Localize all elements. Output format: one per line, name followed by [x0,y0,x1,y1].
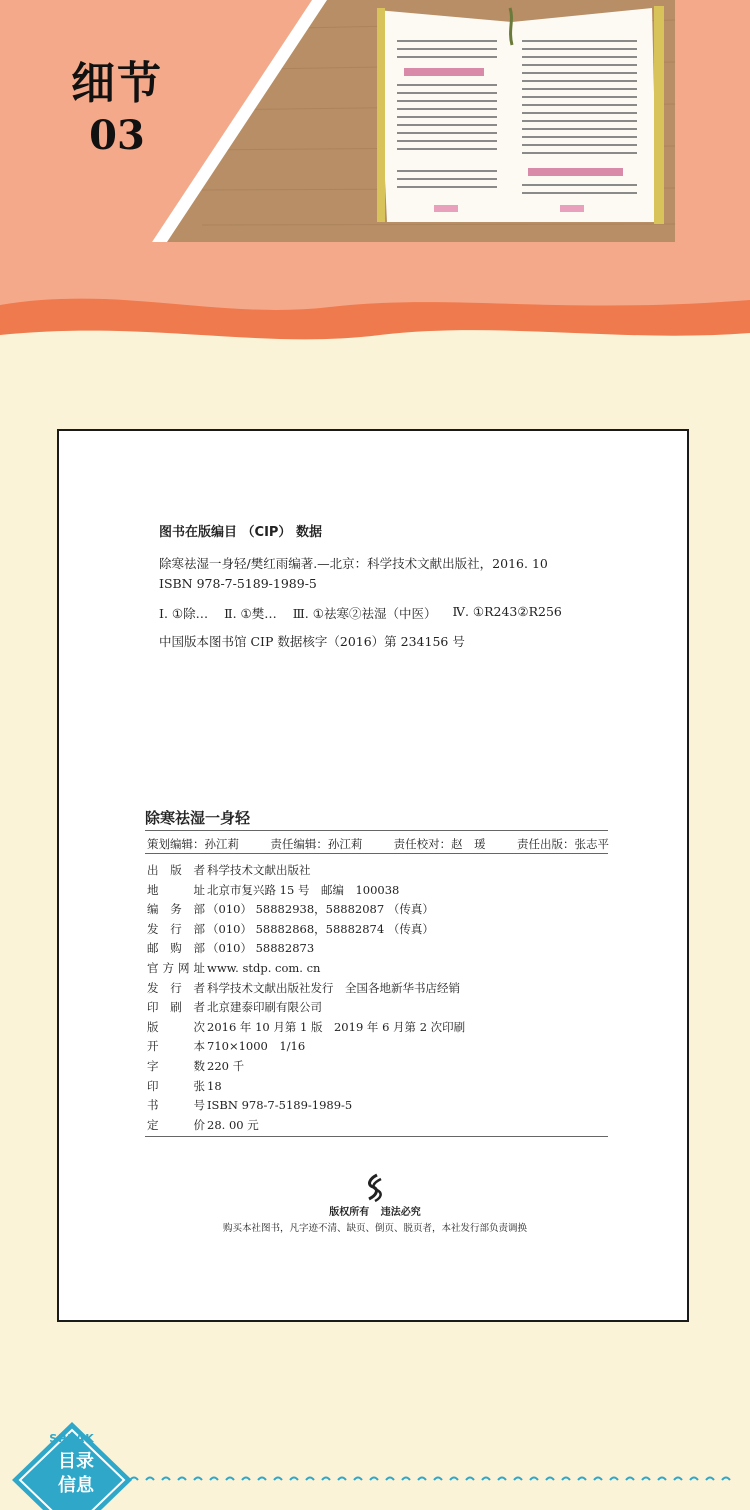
wavy-dash-line [130,1472,740,1486]
divider [145,1136,608,1137]
badge-line1: 目录 [58,1451,94,1472]
publication-row [147,939,465,959]
editor-credit: 责任校对：赵 瑗 [393,837,486,851]
wave-divider [0,255,750,375]
publication-row [147,1037,465,1057]
publication-label: 开本 [147,1039,205,1054]
publication-value: （010） 58882873 [207,941,315,956]
publication-row [147,861,465,881]
publication-row [147,1077,465,1097]
publication-value: 北京建泰印刷有限公司 [207,1000,322,1015]
publication-label: 发行者 [147,980,205,995]
publication-value: 710×1000 1/16 [207,1039,306,1054]
cip-block [159,521,619,650]
cip-class-item: Ⅰ. ①除… [159,606,209,621]
rights-line [59,1203,691,1218]
publication-label: 邮购部 [147,941,205,956]
publication-label: 版次 [147,1019,205,1034]
publication-label: 书号 [147,1098,205,1113]
publication-value: 2016 年 10 月第 1 版 2019 年 6 月第 2 次印刷 [207,1019,466,1034]
badge-line2: 信息 [58,1475,94,1496]
publication-label: 编务部 [147,902,205,917]
publication-row [147,1096,465,1116]
publication-label: 印刷者 [147,1000,205,1015]
publication-label: 字数 [147,1058,205,1073]
divider [145,830,608,831]
editor-credit: 策划编辑：孙江莉 [147,837,239,851]
publication-value: ISBN 978-7-5189-1989-5 [207,1098,353,1113]
badge-label [38,1450,114,1498]
editor-credit: 责任编辑：孙江莉 [270,837,363,851]
rights-left: 版权所有 [329,1207,370,1218]
publication-value: 28. 00 元 [207,1117,259,1132]
publication-info [147,861,465,1135]
publication-label: 地址 [147,882,205,897]
cip-line: 除寒祛湿一身轻/樊红雨编著.—北京：科学技术文献出版社，2016. 10 [159,556,548,571]
publication-label: 印张 [147,1078,205,1093]
publication-row [147,1018,465,1038]
cip-class-item: Ⅲ. ①祛寒②祛湿（中医） [292,606,437,621]
cip-heading: 图书在版编目 （CIP） 数据 [159,525,322,540]
cip-class-item: Ⅳ. ①R243②R256 [452,604,562,619]
publication-row [147,998,465,1018]
publication-value: （010） 58882868，58882874 （传真） [207,921,434,936]
rights-right: 违法必究 [380,1207,421,1218]
publication-row [147,959,465,979]
detail-title [62,58,172,162]
publication-label: 定价 [147,1117,205,1132]
detail-label: 细节 [71,58,163,109]
divider [145,853,608,854]
publication-row [147,979,465,999]
cip-class-item: Ⅱ. ①樊… [224,606,277,621]
publisher-logo-icon [363,1173,387,1203]
publication-value: 科学技术文献出版社发行 全国各地新华书店经销 [207,980,460,995]
badge-speak: SPEAK [49,1432,95,1445]
editor-credit: 责任出版：张志平 [516,837,609,851]
detail-number: 03 [89,112,145,159]
publication-label: 发行部 [147,921,205,936]
publication-row [147,920,465,940]
publication-row [147,1116,465,1136]
publication-label: 官方网址 [147,960,205,975]
book-title: 除寒祛湿一身轻 [145,809,251,827]
publication-row [147,1057,465,1077]
replacement-notice: 购买本社图书，凡字迹不清、缺页、倒页、脱页者，本社发行部负责调换 [222,1223,527,1234]
publication-value: 科学技术文献出版社 [207,863,311,877]
publication-row [147,900,465,920]
publication-value: 北京市复兴路 15 号 邮编 100038 [207,882,400,897]
cip-record: 中国版本图书馆 CIP 数据核字（2016）第 234156 号 [159,634,465,649]
cip-classification [159,604,619,622]
editors-row [147,836,609,852]
copyright-page [57,429,689,1322]
publication-label: 出版者 [147,863,205,877]
publication-value: 220 千 [207,1058,245,1073]
publication-value: 18 [207,1078,222,1093]
publication-row [147,881,465,901]
publication-value: www. stdp. com. cn [207,960,321,975]
publication-value: （010） 58882938，58882087 （传真） [207,902,434,917]
cip-line: ISBN 978-7-5189-1989-5 [159,576,317,591]
